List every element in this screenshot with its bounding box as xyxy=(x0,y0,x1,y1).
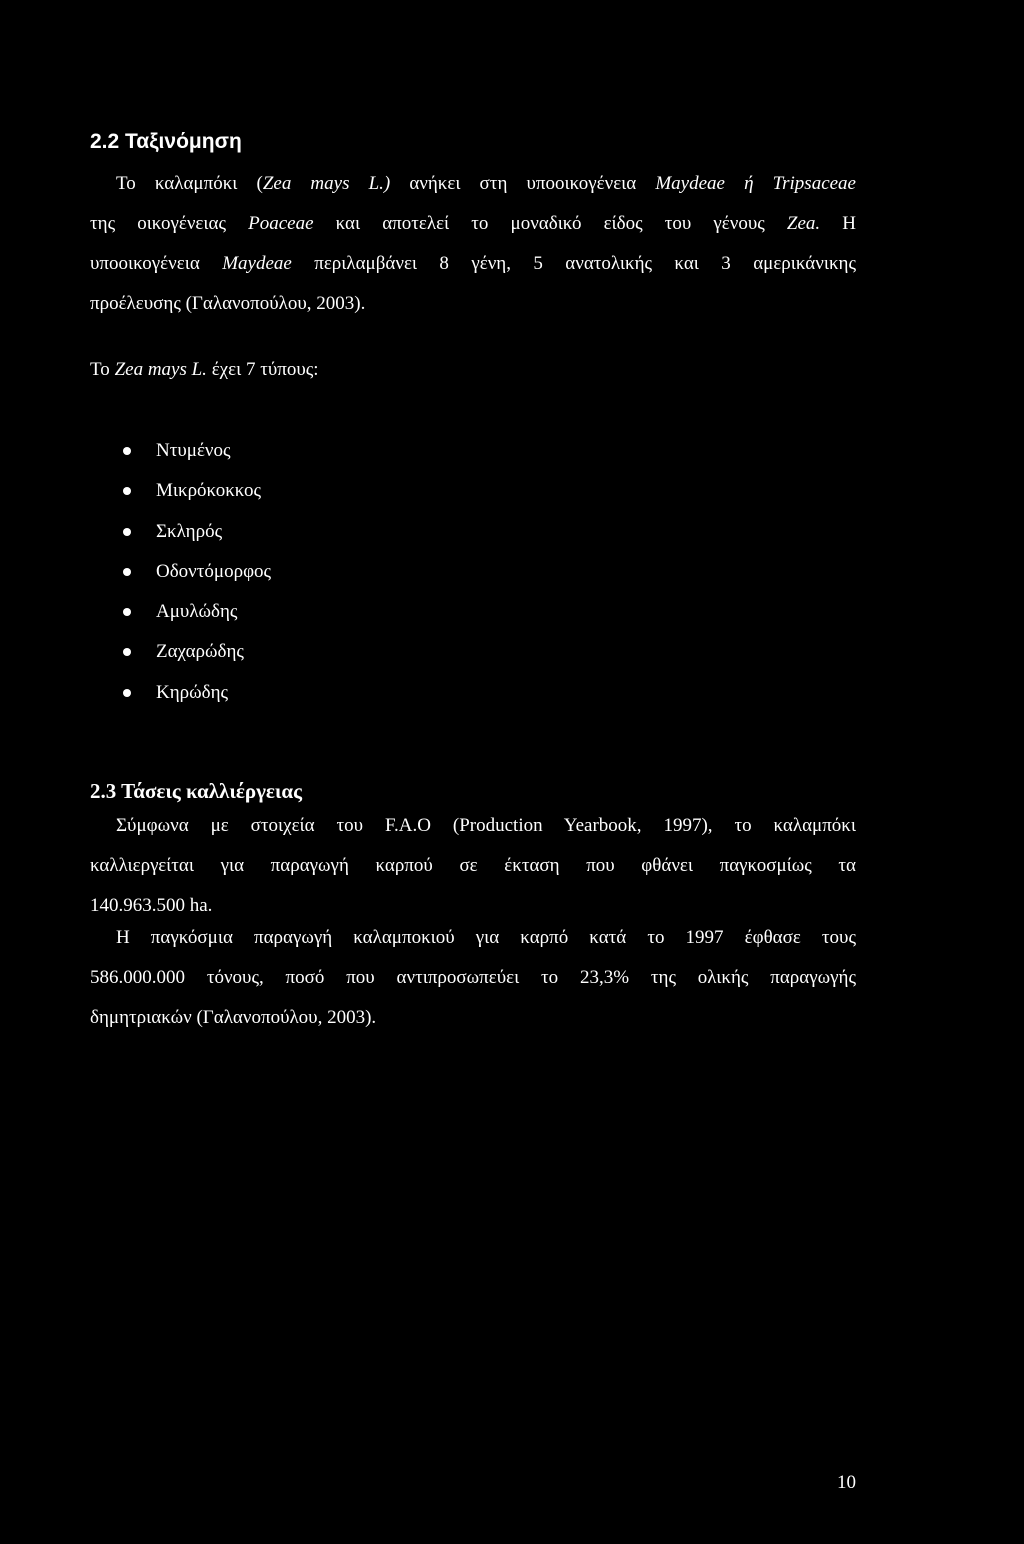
production-paragraph xyxy=(90,918,856,1038)
list-item: Ζαχαρώδης xyxy=(100,637,271,677)
paragraph-line: καλλιεργείται για παραγωγή καρπού σε έκταση που φθάνει παγκοσμίως τα xyxy=(90,855,856,876)
types-list xyxy=(100,436,271,718)
paragraph-line: Η παγκόσμια παραγωγή καλαμποκιού για καρπό κατά το 1997 έφθασε τους xyxy=(116,927,856,948)
paragraph-line: 586.000.000 τόνους, ποσό που αντιπροσωπεύει το 23,3% της ολικής παραγωγής xyxy=(90,967,856,988)
bullet-icon xyxy=(123,689,131,697)
list-item: Κηρώδης xyxy=(100,678,271,718)
paragraph-line: δημητριακών (Γαλανοπούλου, 2003). xyxy=(90,1007,377,1028)
paragraph-line: 140.963.500 ha. xyxy=(90,895,213,916)
types-intro: Το Zea mays L. έχει 7 τύπους: xyxy=(90,359,319,380)
list-item: Αμυλώδης xyxy=(100,597,271,637)
bullet-icon xyxy=(123,528,131,536)
paragraph-line: προέλευσης (Γαλανοπούλου, 2003). xyxy=(90,293,366,314)
paragraph-line: υποοικογένεια Maydeae περιλαμβάνει 8 γένη, 5 ανατολικής και 3 αμερικάνικης xyxy=(90,253,856,274)
section-heading-cultivation-trends: 2.3 Τάσεις καλλιέργειας xyxy=(90,779,302,803)
list-item: Σκληρός xyxy=(100,517,271,557)
fao-paragraph xyxy=(90,806,856,926)
list-item: Μικρόκοκκος xyxy=(100,476,271,516)
list-item: Ντυμένος xyxy=(100,436,271,476)
bullet-icon xyxy=(123,568,131,576)
section-heading-classification: 2.2 Ταξινόμηση xyxy=(90,130,242,153)
bullet-icon xyxy=(123,608,131,616)
paragraph-line: της οικογένειας Poaceae και αποτελεί το μοναδικό είδος του γένους Zea. Η xyxy=(90,213,856,234)
bullet-icon xyxy=(123,487,131,495)
list-item: Οδοντόμορφος xyxy=(100,557,271,597)
page-number: 10 xyxy=(837,1472,856,1493)
bullet-icon xyxy=(123,648,131,656)
bullet-icon xyxy=(123,447,131,455)
paragraph-line: Σύμφωνα με στοιχεία του F.A.O (Production Yearbook, 1997), το καλαμπόκι xyxy=(116,815,856,836)
classification-paragraph xyxy=(90,164,856,324)
paragraph-line: Το καλαμπόκι (Zea mays L.) ανήκει στη υποοικογένεια Maydeae ή Tripsaceae xyxy=(116,173,856,194)
